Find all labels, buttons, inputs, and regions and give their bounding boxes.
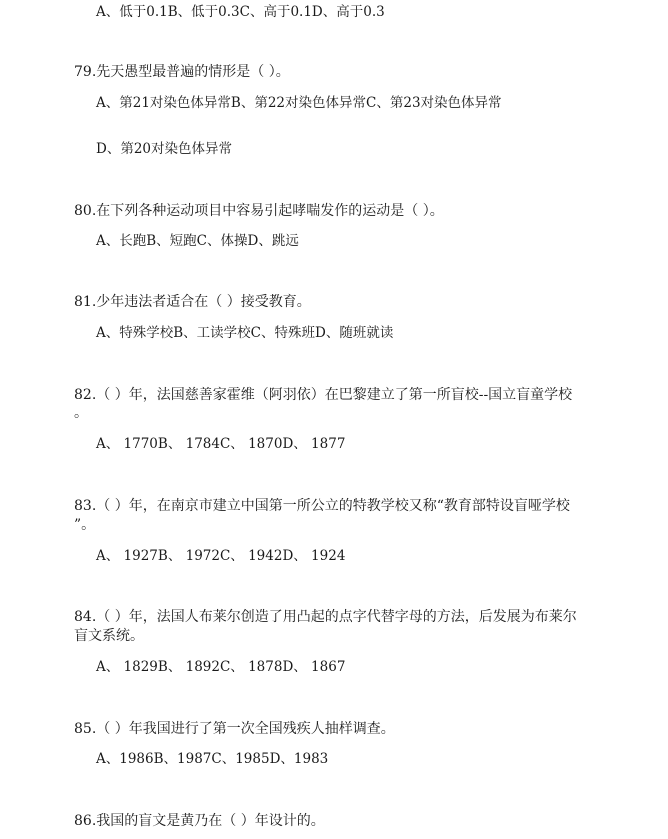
q82-question: 82.（ ）年，法国慈善家霍维（阿羽依）在巴黎建立了第一所盲校--国立盲童学校 [74,387,573,403]
q78-options: A、低于0.1B、低于0.3C、高于0.1D、高于0.3 [96,4,385,20]
q82-question-cont: 。 [74,405,88,421]
q79-options: A、第21对染色体异常B、第22对染色体异常C、第23对染色体异常 [96,95,502,111]
q83-question-cont: ”。 [74,517,96,533]
q82-options: A、 1770B、 1784C、 1870D、 1877 [96,436,346,452]
q83-question: 83.（ ）年，在南京市建立中国第一所公立的特教学校又称“教育部特设盲哑学校 [74,498,570,514]
q79-option-d: D、第20对染色体异常 [96,141,233,157]
q84-question-cont: 盲文系统。 [74,628,144,644]
q85-question: 85.（ ）年我国进行了第一次全国残疾人抽样调查。 [74,721,395,737]
q81-question: 81.少年违法者适合在（ ）接受教育。 [74,294,311,310]
q84-question: 84.（ ）年，法国人布莱尔创造了用凸起的点字代替字母的方法，后发展为布莱尔 [74,609,577,625]
q85-options: A、1986B、1987C、1985D、1983 [96,751,329,767]
q86-question: 86.我国的盲文是黄乃在（ ）年设计的。 [74,813,325,829]
q83-options: A、 1927B、 1972C、 1942D、 1924 [96,548,346,564]
q79-question: 79.先天愚型最普遍的情形是（ ）。 [74,64,290,80]
q80-question: 80.在下列各种运动项目中容易引起哮喘发作的运动是（ ）。 [74,203,444,219]
q80-options: A、长跑B、短跑C、体操D、跳远 [96,233,299,249]
q81-options: A、特殊学校B、工读学校C、特殊班D、随班就读 [96,325,394,341]
q84-options: A、 1829B、 1892C、 1878D、 1867 [96,659,346,675]
